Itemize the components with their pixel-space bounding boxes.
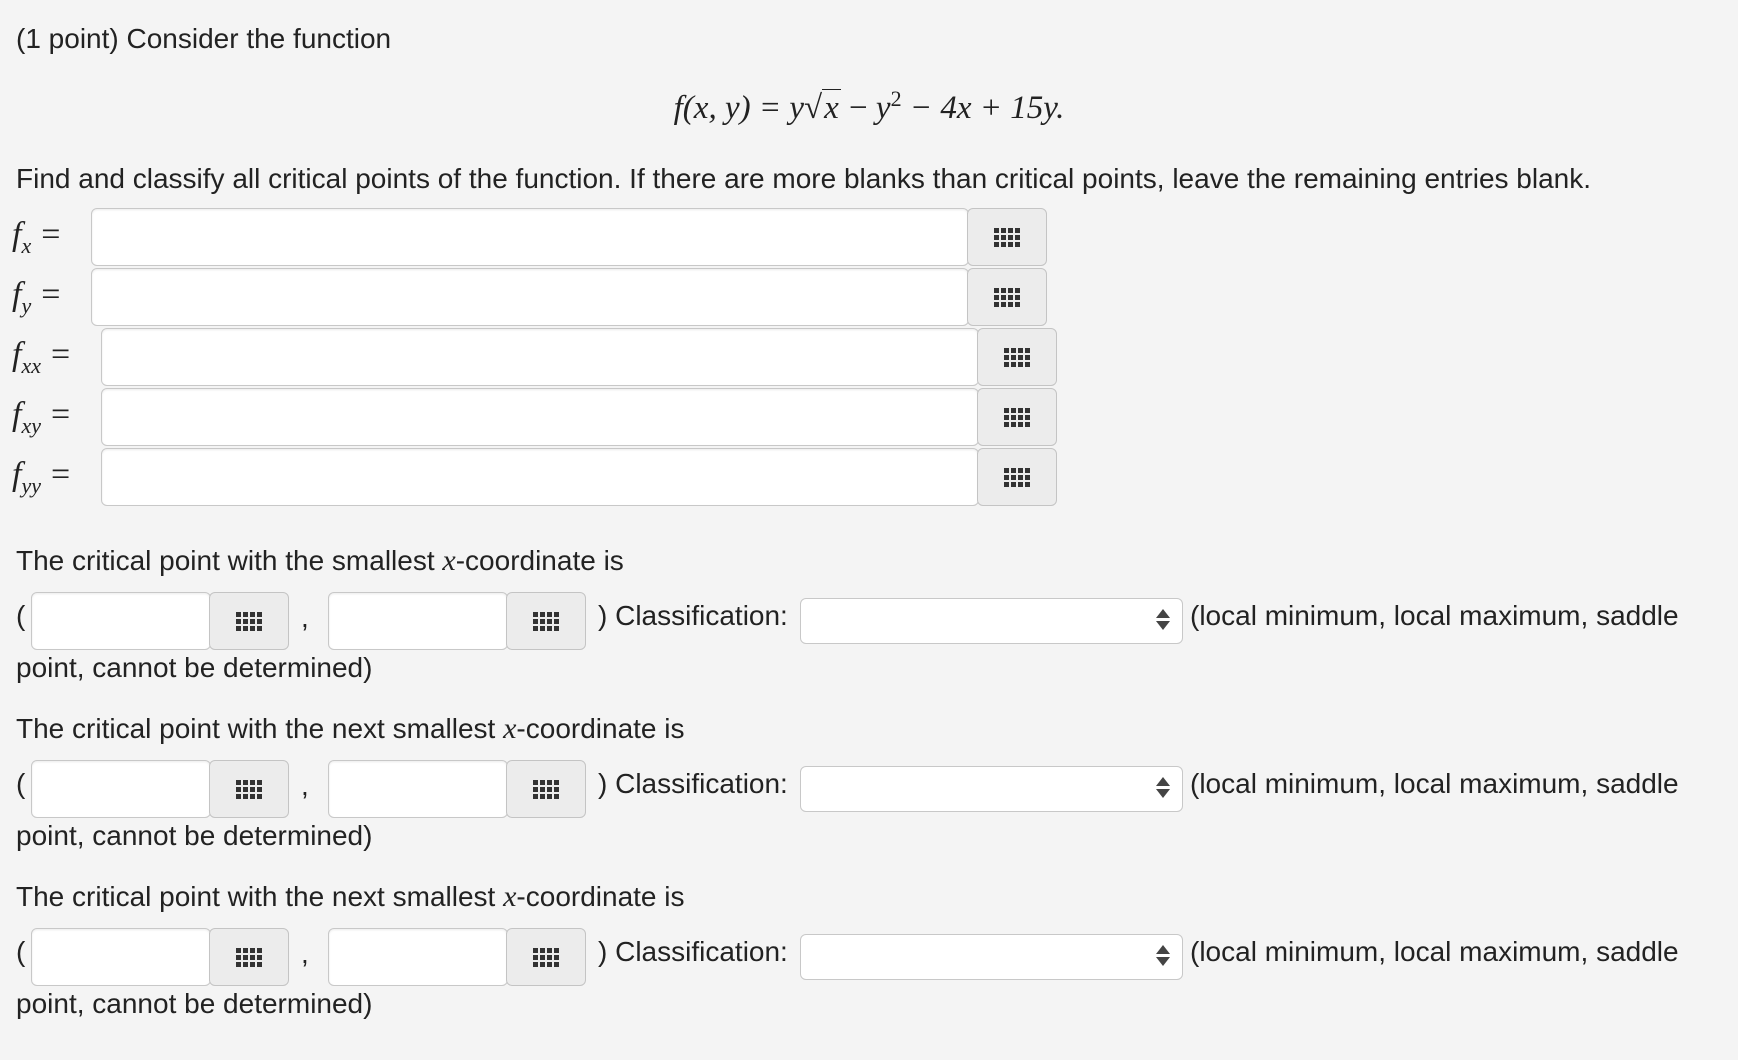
grid-icon xyxy=(236,612,262,631)
derivative-input[interactable] xyxy=(101,388,979,446)
formula-radicand: x xyxy=(824,90,839,126)
y-coordinate-input[interactable] xyxy=(328,928,508,986)
up-down-arrows-icon xyxy=(1156,777,1170,801)
derivative-f: f xyxy=(12,276,22,313)
grid-icon xyxy=(236,780,262,799)
derivative-label xyxy=(12,276,60,319)
y-coordinate-input[interactable] xyxy=(328,592,508,650)
formula-y2: y xyxy=(875,90,891,126)
x-coordinate-input[interactable] xyxy=(31,760,211,818)
heading-variable: x xyxy=(503,880,517,913)
derivative-f: f xyxy=(12,216,22,253)
formula-exp: 2 xyxy=(890,86,902,111)
grid-icon xyxy=(994,288,1020,307)
classification-options-note-cont: point, cannot be determined) xyxy=(16,988,373,1019)
derivative-subscript: y xyxy=(21,293,32,318)
formula-y1: y xyxy=(789,90,805,126)
open-paren: ( xyxy=(16,936,26,967)
equals-sign: = xyxy=(50,396,71,433)
classification-label: ) Classification: xyxy=(598,768,788,799)
formula-lhs: f(x, y) = xyxy=(673,90,790,126)
y-coordinate-input[interactable] xyxy=(328,760,508,818)
derivative-label xyxy=(12,216,60,259)
equals-sign: = xyxy=(50,336,71,373)
up-down-arrows-icon xyxy=(1156,945,1170,969)
grid-icon xyxy=(533,948,559,967)
derivative-subscript: xy xyxy=(21,413,41,438)
classification-label: ) Classification: xyxy=(598,936,788,967)
x-math-palette-button[interactable] xyxy=(209,928,289,986)
derivative-label xyxy=(12,336,70,379)
instructions: Find and classify all critical points of the function. If there are more blanks than critical points, leave the remaining entries blank. xyxy=(16,163,1592,194)
derivative-input[interactable] xyxy=(91,208,969,266)
x-math-palette-button[interactable] xyxy=(209,760,289,818)
equals-sign: = xyxy=(41,216,61,253)
grid-icon xyxy=(533,780,559,799)
classification-label: ) Classification: xyxy=(598,600,788,631)
equals-sign: = xyxy=(41,276,61,313)
classification-select[interactable] xyxy=(800,598,1183,644)
derivative-input[interactable] xyxy=(101,448,979,506)
classification-options-note-cont: point, cannot be determined) xyxy=(16,820,373,851)
function-formula xyxy=(0,86,1738,127)
grid-icon xyxy=(994,228,1020,247)
open-paren: ( xyxy=(16,600,26,631)
heading-text: The critical point with the next smallest xyxy=(16,713,504,744)
derivative-subscript: yy xyxy=(21,473,41,498)
derivative-subscript: x xyxy=(21,233,32,258)
grid-icon xyxy=(533,612,559,631)
y-math-palette-button[interactable] xyxy=(506,592,586,650)
y-math-palette-button[interactable] xyxy=(506,760,586,818)
derivative-f: f xyxy=(12,336,22,373)
x-coordinate-input[interactable] xyxy=(31,928,211,986)
math-palette-button[interactable] xyxy=(977,328,1057,386)
critical-point-heading xyxy=(16,712,685,746)
derivative-f: f xyxy=(12,396,22,433)
heading-variable: x xyxy=(503,712,517,745)
comma: , xyxy=(301,770,309,801)
derivative-subscript: xx xyxy=(21,353,41,378)
classification-options-note: (local minimum, local maximum, saddle xyxy=(1190,600,1679,631)
heading-text: The critical point with the smallest xyxy=(16,545,443,576)
x-math-palette-button[interactable] xyxy=(209,592,289,650)
classification-select[interactable] xyxy=(800,766,1183,812)
comma: , xyxy=(301,938,309,969)
critical-point-heading xyxy=(16,880,685,914)
math-palette-button[interactable] xyxy=(967,268,1047,326)
grid-icon xyxy=(1004,468,1030,487)
grid-icon xyxy=(1004,348,1030,367)
derivative-f: f xyxy=(12,456,22,493)
x-coordinate-input[interactable] xyxy=(31,592,211,650)
problem-intro: (1 point) Consider the function xyxy=(16,23,392,54)
sqrt-symbol: √x xyxy=(804,90,839,126)
classification-options-note: (local minimum, local maximum, saddle xyxy=(1190,768,1679,799)
up-down-arrows-icon xyxy=(1156,609,1170,633)
heading-text: The critical point with the next smallest xyxy=(16,881,504,912)
derivative-label xyxy=(12,456,70,499)
formula-rest: − 4x + 15y. xyxy=(901,90,1065,126)
formula-middle: − xyxy=(840,90,876,126)
math-palette-button[interactable] xyxy=(967,208,1047,266)
math-palette-button[interactable] xyxy=(977,448,1057,506)
classification-select[interactable] xyxy=(800,934,1183,980)
heading-text-end: -coordinate is xyxy=(516,713,685,744)
open-paren: ( xyxy=(16,768,26,799)
derivative-input[interactable] xyxy=(101,328,979,386)
heading-variable: x xyxy=(442,544,456,577)
grid-icon xyxy=(236,948,262,967)
heading-text-end: -coordinate is xyxy=(455,545,624,576)
classification-options-note: (local minimum, local maximum, saddle xyxy=(1190,936,1679,967)
equals-sign: = xyxy=(50,456,71,493)
derivative-label xyxy=(12,396,70,439)
heading-text-end: -coordinate is xyxy=(516,881,685,912)
y-math-palette-button[interactable] xyxy=(506,928,586,986)
math-palette-button[interactable] xyxy=(977,388,1057,446)
derivative-input[interactable] xyxy=(91,268,969,326)
comma: , xyxy=(301,602,309,633)
classification-options-note-cont: point, cannot be determined) xyxy=(16,652,373,683)
critical-point-heading xyxy=(16,544,624,578)
grid-icon xyxy=(1004,408,1030,427)
